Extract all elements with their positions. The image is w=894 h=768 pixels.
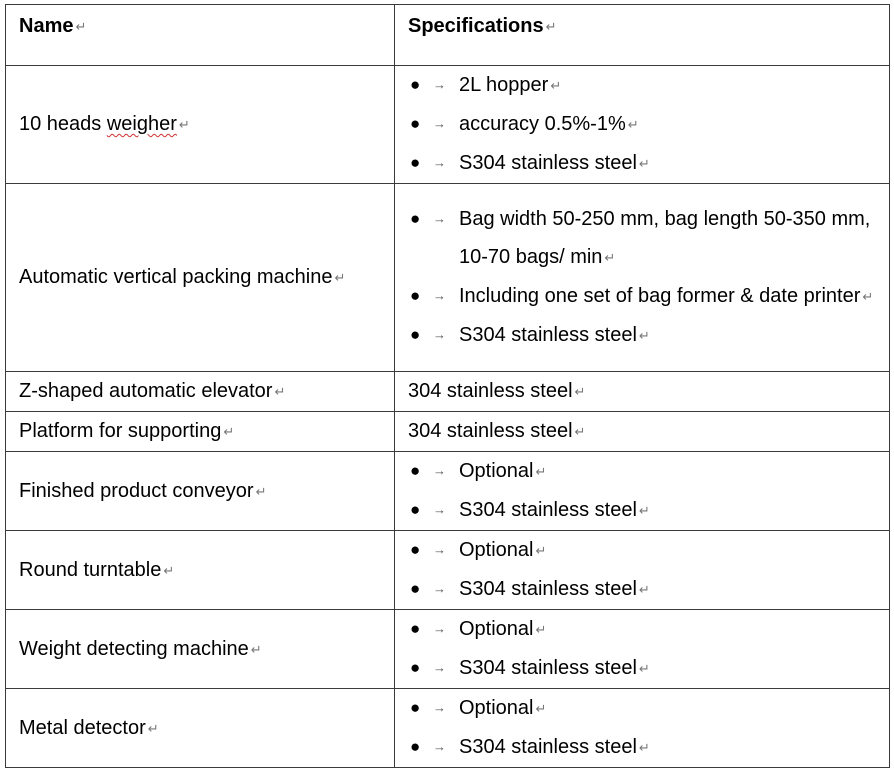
list-item: ● → Optional ↵ — [408, 452, 889, 491]
spec-cell[interactable] — [395, 452, 890, 531]
table-row — [6, 531, 890, 610]
header-cell-specifications[interactable]: Specifications ↵ — [395, 5, 890, 66]
list-item: ● → Including one set of bag former & date printer ↵ — [408, 277, 889, 316]
paragraph-mark-icon: ↵ — [535, 464, 547, 479]
tab-arrow-icon: → — [433, 327, 446, 342]
name-cell[interactable]: 10 heads weigher ↵ — [6, 66, 395, 184]
bullet-icon: ● — [410, 209, 421, 228]
paragraph-mark-icon: ↵ — [638, 661, 650, 676]
spec-cell[interactable] — [395, 531, 890, 610]
paragraph-mark-icon: ↵ — [638, 156, 650, 171]
list-item: ● → Optional ↵ — [408, 531, 889, 570]
paragraph-mark-icon: ↵ — [75, 19, 87, 34]
tab-arrow-icon: → — [433, 700, 446, 715]
bullet-icon: ● — [410, 579, 421, 598]
table-row — [6, 66, 890, 184]
bullet-icon: ● — [410, 698, 421, 717]
paragraph-mark-icon: ↵ — [163, 562, 175, 578]
table-row — [6, 184, 890, 372]
paragraph-mark-icon: ↵ — [255, 483, 267, 499]
paragraph-mark-icon: ↵ — [178, 117, 190, 132]
tab-arrow-icon: → — [433, 211, 446, 226]
list-item: ● → accuracy 0.5%-1% ↵ — [408, 105, 889, 144]
paragraph-mark-icon: ↵ — [627, 117, 639, 132]
list-item: ● → S304 stainless steel ↵ — [408, 144, 889, 183]
name-cell[interactable]: Finished product conveyor ↵ — [6, 452, 395, 531]
bullet-icon: ● — [410, 540, 421, 559]
tab-arrow-icon: → — [433, 542, 446, 557]
table-row — [6, 412, 890, 452]
bullet-icon: ● — [410, 153, 421, 172]
tab-arrow-icon: → — [433, 463, 446, 478]
header-cell-name[interactable]: Name ↵ — [6, 5, 395, 66]
list-item: ● → S304 stainless steel ↵ — [408, 491, 889, 530]
paragraph-mark-icon: ↵ — [535, 622, 547, 637]
tab-arrow-icon: → — [433, 116, 446, 131]
paragraph-mark-icon: ↵ — [638, 503, 650, 518]
list-item: ● → Optional ↵ — [408, 689, 889, 728]
paragraph-mark-icon: ↵ — [638, 328, 650, 343]
paragraph-mark-icon: ↵ — [574, 424, 586, 439]
name-cell[interactable]: Round turntable ↵ — [6, 531, 395, 610]
name-cell[interactable]: Automatic vertical packing machine ↵ — [6, 184, 395, 372]
table-row — [6, 372, 890, 412]
paragraph-mark-icon: ↵ — [147, 720, 159, 736]
list-item: ● → 2L hopper ↵ — [408, 66, 889, 105]
paragraph-mark-icon: ↵ — [574, 384, 586, 399]
paragraph-mark-icon: ↵ — [638, 582, 650, 597]
tab-arrow-icon: → — [433, 77, 446, 92]
spec-cell[interactable]: 304 stainless steel ↵ — [395, 412, 890, 452]
paragraph-mark-icon: ↵ — [250, 641, 262, 657]
spec-cell[interactable] — [395, 66, 890, 184]
tab-arrow-icon: → — [433, 155, 446, 170]
paragraph-mark-icon: ↵ — [550, 78, 562, 93]
spec-cell[interactable] — [395, 184, 890, 372]
bullet-icon: ● — [410, 658, 421, 677]
bullet-icon: ● — [410, 286, 421, 305]
tab-arrow-icon: → — [433, 739, 446, 754]
bullet-icon: ● — [410, 114, 421, 133]
bullet-icon: ● — [410, 325, 421, 344]
list-item: ● → Optional ↵ — [408, 610, 889, 649]
paragraph-mark-icon: ↵ — [862, 289, 874, 304]
table-row — [6, 689, 890, 768]
name-cell[interactable]: Platform for supporting ↵ — [6, 412, 395, 452]
spelling-error-word: weigher — [106, 113, 177, 135]
spec-cell[interactable] — [395, 689, 890, 768]
list-item: ● → Bag width 50-250 mm, bag length 50-350 mm, 10-70 bags/ min ↵ — [408, 200, 889, 277]
paragraph-mark-icon: ↵ — [274, 384, 286, 399]
tab-arrow-icon: → — [433, 502, 446, 517]
paragraph-mark-icon: ↵ — [223, 424, 235, 439]
spec-cell[interactable]: 304 stainless steel ↵ — [395, 372, 890, 412]
tab-arrow-icon: → — [433, 621, 446, 636]
spec-cell[interactable] — [395, 610, 890, 689]
table-row — [6, 452, 890, 531]
paragraph-mark-icon: ↵ — [545, 19, 557, 34]
bullet-icon: ● — [410, 500, 421, 519]
paragraph-mark-icon: ↵ — [638, 740, 650, 755]
name-cell[interactable]: Metal detector ↵ — [6, 689, 395, 768]
table-header-row — [6, 5, 890, 66]
list-item: ● → S304 stainless steel ↵ — [408, 316, 889, 355]
table-row — [6, 610, 890, 689]
tab-arrow-icon: → — [433, 288, 446, 303]
paragraph-mark-icon: ↵ — [535, 543, 547, 558]
tab-arrow-icon: → — [433, 660, 446, 675]
spec-table — [5, 4, 890, 768]
bullet-icon: ● — [410, 737, 421, 756]
list-item: ● → S304 stainless steel ↵ — [408, 570, 889, 609]
bullet-icon: ● — [410, 619, 421, 638]
tab-arrow-icon: → — [433, 581, 446, 596]
bullet-icon: ● — [410, 461, 421, 480]
list-item: ● → S304 stainless steel ↵ — [408, 728, 889, 767]
paragraph-mark-icon: ↵ — [604, 250, 616, 265]
bullet-icon: ● — [410, 75, 421, 94]
name-cell[interactable]: Z-shaped automatic elevator ↵ — [6, 372, 395, 412]
list-item: ● → S304 stainless steel ↵ — [408, 649, 889, 688]
name-cell[interactable]: Weight detecting machine ↵ — [6, 610, 395, 689]
paragraph-mark-icon: ↵ — [334, 270, 346, 285]
paragraph-mark-icon: ↵ — [535, 701, 547, 716]
